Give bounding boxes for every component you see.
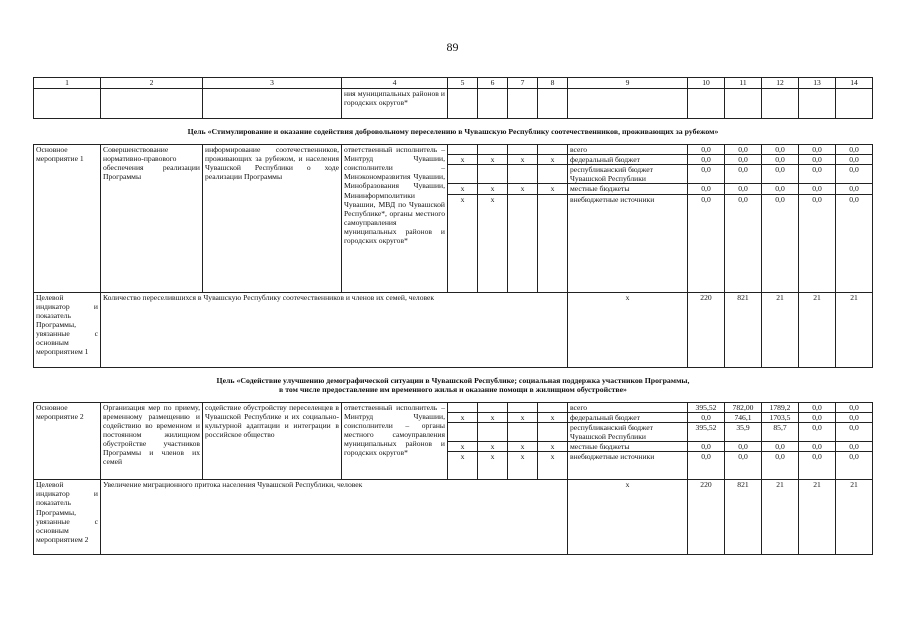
activity-1-label: Основное мероприятие 1: [34, 145, 101, 292]
cell-col7: x: [508, 155, 538, 165]
activity-2-label: Основное мероприятие 2: [34, 402, 101, 479]
funding-value: 0,0: [688, 194, 725, 292]
cell-col6: x: [478, 412, 508, 422]
funding-value: 0,0: [688, 442, 725, 452]
funding-value: 0,0: [799, 402, 836, 412]
goal-1-title: Цель «Стимулирование и оказание содействия добровольному переселению в Чувашскую Республику соотечественников, проживающих за рубежом»: [34, 119, 873, 145]
goal-2-title: [34, 367, 873, 402]
funding-value: 0,0: [762, 452, 799, 480]
cell-col6: [478, 145, 508, 155]
funding-value: 0,0: [799, 442, 836, 452]
funding-value: 0,0: [836, 402, 873, 412]
funding-value: 0,0: [725, 452, 762, 480]
header-cell: 10: [688, 78, 725, 89]
indicator-1-value: 21: [762, 292, 799, 367]
cell-col6: x: [478, 442, 508, 452]
indicator-1-value: 21: [799, 292, 836, 367]
funding-value: 0,0: [799, 184, 836, 194]
funding-source: всего: [568, 402, 688, 412]
indicator-2-row: [34, 480, 873, 555]
cell-col7: [508, 402, 538, 412]
funding-value: 0,0: [799, 452, 836, 480]
cell-col5: [448, 422, 478, 441]
indicator-1-value: 21: [836, 292, 873, 367]
cell-col7: [508, 145, 538, 155]
funding-value: 0,0: [799, 194, 836, 292]
funding-source: республиканский бюджет Чувашской Республики: [568, 165, 688, 184]
indicator-2-value: 21: [836, 480, 873, 555]
header-cell: 5: [448, 78, 478, 89]
cell-col8: x: [538, 442, 568, 452]
header-cell: 6: [478, 78, 508, 89]
funding-value: 0,0: [762, 194, 799, 292]
cell-col8: [538, 402, 568, 412]
indicator-2-label: Целевой индикатор и показатель Программы, увязанные с основным мероприятием 2: [34, 480, 101, 555]
indicator-1-value: 821: [725, 292, 762, 367]
funding-source: местные бюджеты: [568, 442, 688, 452]
funding-value: 0,0: [688, 145, 725, 155]
cell-col5: x: [448, 194, 478, 292]
goal-2-row: [34, 367, 873, 402]
funding-row: [34, 402, 873, 412]
header-cell: 9: [568, 78, 688, 89]
funding-value: 1789,2: [762, 402, 799, 412]
cell-col7: x: [508, 452, 538, 480]
cell-col5: x: [448, 412, 478, 422]
activity-1-executors: ответственный исполнитель – Минтруд Чувашии, соисполнители – Минэкономразвития Чувашии, Минобразования Чувашии, Мининформполитики Чувашии, МВД по Чувашской Республике*, органы местного самоуправления муниципальных районов и городских округов*: [342, 145, 448, 292]
funding-value: 0,0: [762, 145, 799, 155]
funding-value: 0,0: [725, 184, 762, 194]
cell-col8: [538, 422, 568, 441]
cell-col7: [508, 165, 538, 184]
header-cell: 1: [34, 78, 101, 89]
cell-col5: [448, 165, 478, 184]
cell-col5: x: [448, 184, 478, 194]
cell-col6: x: [478, 194, 508, 292]
indicator-2-value: 821: [725, 480, 762, 555]
indicator-2-value: 21: [762, 480, 799, 555]
funding-value: 0,0: [799, 155, 836, 165]
funding-source: всего: [568, 145, 688, 155]
indicator-2-col9: x: [568, 480, 688, 555]
cell-col6: x: [478, 452, 508, 480]
program-table: [33, 77, 873, 555]
cell-col8: [538, 194, 568, 292]
activity-2-description: содействие обустройству переселенцев в Чувашской Республике и их социально-культурной адаптации и интеграции в российское общество: [203, 402, 342, 479]
header-cell: 7: [508, 78, 538, 89]
funding-value: 0,0: [836, 155, 873, 165]
cell-col6: [478, 402, 508, 412]
header-cell: 3: [203, 78, 342, 89]
indicator-1-text: Количество переселившихся в Чувашскую Республику соотечественников и членов их семей, человек: [101, 292, 568, 367]
funding-source: республиканский бюджет Чувашской Республики: [568, 422, 688, 441]
funding-value: 0,0: [725, 442, 762, 452]
indicator-1-label: Целевой индикатор и показатель Программы, увязанные с основным мероприятием 1: [34, 292, 101, 367]
funding-value: 0,0: [688, 165, 725, 184]
indicator-1-value: 220: [688, 292, 725, 367]
funding-value: 0,0: [688, 155, 725, 165]
funding-source: внебюджетные источники: [568, 194, 688, 292]
funding-value: 0,0: [762, 165, 799, 184]
funding-value: 0,0: [836, 452, 873, 480]
funding-value: 0,0: [762, 184, 799, 194]
funding-value: 0,0: [836, 412, 873, 422]
activity-1-name: Совершенствование нормативно-правового обеспечения реализации Программы: [101, 145, 203, 292]
cell-col8: [538, 145, 568, 155]
cell-col6: x: [478, 155, 508, 165]
header-cell: 14: [836, 78, 873, 89]
funding-value: 746,1: [725, 412, 762, 422]
cell-col5: x: [448, 155, 478, 165]
goal-2-line: Цель «Содействие улучшению демографической ситуации в Чувашской Республике; социальная поддержка участников Программы,: [216, 375, 690, 385]
funding-value: 0,0: [725, 165, 762, 184]
funding-value: 0,0: [799, 165, 836, 184]
cell-col8: x: [538, 155, 568, 165]
cell-col8: [538, 165, 568, 184]
funding-source: федеральный бюджет: [568, 155, 688, 165]
funding-value: 0,0: [836, 145, 873, 155]
funding-value: 782,00: [725, 402, 762, 412]
cell-col7: x: [508, 412, 538, 422]
continuation-executors: ния муниципальных районов и городских округов*: [342, 89, 448, 119]
indicator-1-row: [34, 292, 873, 367]
activity-2-executors: ответственный исполнитель – Минтруд Чувашии, соисполнители – органы местного самоуправления муниципальных районов и городских округов*: [342, 402, 448, 479]
goal-row-1: [34, 119, 873, 145]
cell-col5: x: [448, 442, 478, 452]
page-number: 89: [446, 40, 459, 54]
funding-value: 0,0: [836, 194, 873, 292]
header-row: [34, 78, 873, 89]
cell-col5: [448, 145, 478, 155]
indicator-2-text: Увеличение миграционного притока населения Чувашской Республики, человек: [101, 480, 568, 555]
funding-value: 0,0: [799, 412, 836, 422]
continuation-row: [34, 89, 873, 119]
funding-value: 0,0: [762, 442, 799, 452]
funding-value: 35,9: [725, 422, 762, 441]
funding-value: 0,0: [836, 442, 873, 452]
header-cell: 13: [799, 78, 836, 89]
cell-col7: [508, 422, 538, 441]
funding-row: [34, 145, 873, 155]
funding-value: 395,52: [688, 422, 725, 441]
cell-col6: [478, 422, 508, 441]
funding-value: 0,0: [688, 452, 725, 480]
indicator-1-col9: x: [568, 292, 688, 367]
indicator-2-value: 220: [688, 480, 725, 555]
funding-value: 0,0: [725, 155, 762, 165]
header-cell: 2: [101, 78, 203, 89]
funding-source: внебюджетные источники: [568, 452, 688, 480]
funding-value: 0,0: [836, 165, 873, 184]
cell-col7: x: [508, 442, 538, 452]
funding-value: 85,7: [762, 422, 799, 441]
cell-col5: [448, 402, 478, 412]
funding-value: 1703,5: [762, 412, 799, 422]
funding-value: 0,0: [799, 145, 836, 155]
funding-value: 0,0: [836, 184, 873, 194]
header-cell: 12: [762, 78, 799, 89]
funding-value: 0,0: [688, 412, 725, 422]
cell-col6: x: [478, 184, 508, 194]
funding-value: 0,0: [762, 155, 799, 165]
activity-1-description: информирование соотечественников, проживающих за рубежом, и населения Чувашской Республики о ходе реализации Программы: [203, 145, 342, 292]
header-cell: 8: [538, 78, 568, 89]
cell-col8: x: [538, 184, 568, 194]
funding-value: 0,0: [725, 194, 762, 292]
funding-value: 395,52: [688, 402, 725, 412]
funding-value: 0,0: [836, 422, 873, 441]
cell-col5: x: [448, 452, 478, 480]
funding-source: местные бюджеты: [568, 184, 688, 194]
funding-value: 0,0: [725, 145, 762, 155]
cell-col7: [508, 194, 538, 292]
cell-col8: x: [538, 412, 568, 422]
funding-value: 0,0: [799, 422, 836, 441]
cell-col8: x: [538, 452, 568, 480]
cell-col7: x: [508, 184, 538, 194]
funding-value: 0,0: [688, 184, 725, 194]
funding-source: федеральный бюджет: [568, 412, 688, 422]
header-cell: 4: [342, 78, 448, 89]
indicator-2-value: 21: [799, 480, 836, 555]
cell-col6: [478, 165, 508, 184]
header-cell: 11: [725, 78, 762, 89]
goal-2-line: в том числе предоставление им временного жилья и оказание помощи в жилищном обустройстве»: [279, 384, 627, 394]
activity-2-name: Организация мер по приему, временному размещению и содействию во временном и постоянном жилищном обустройстве участников Программы и членов их семей: [101, 402, 203, 479]
